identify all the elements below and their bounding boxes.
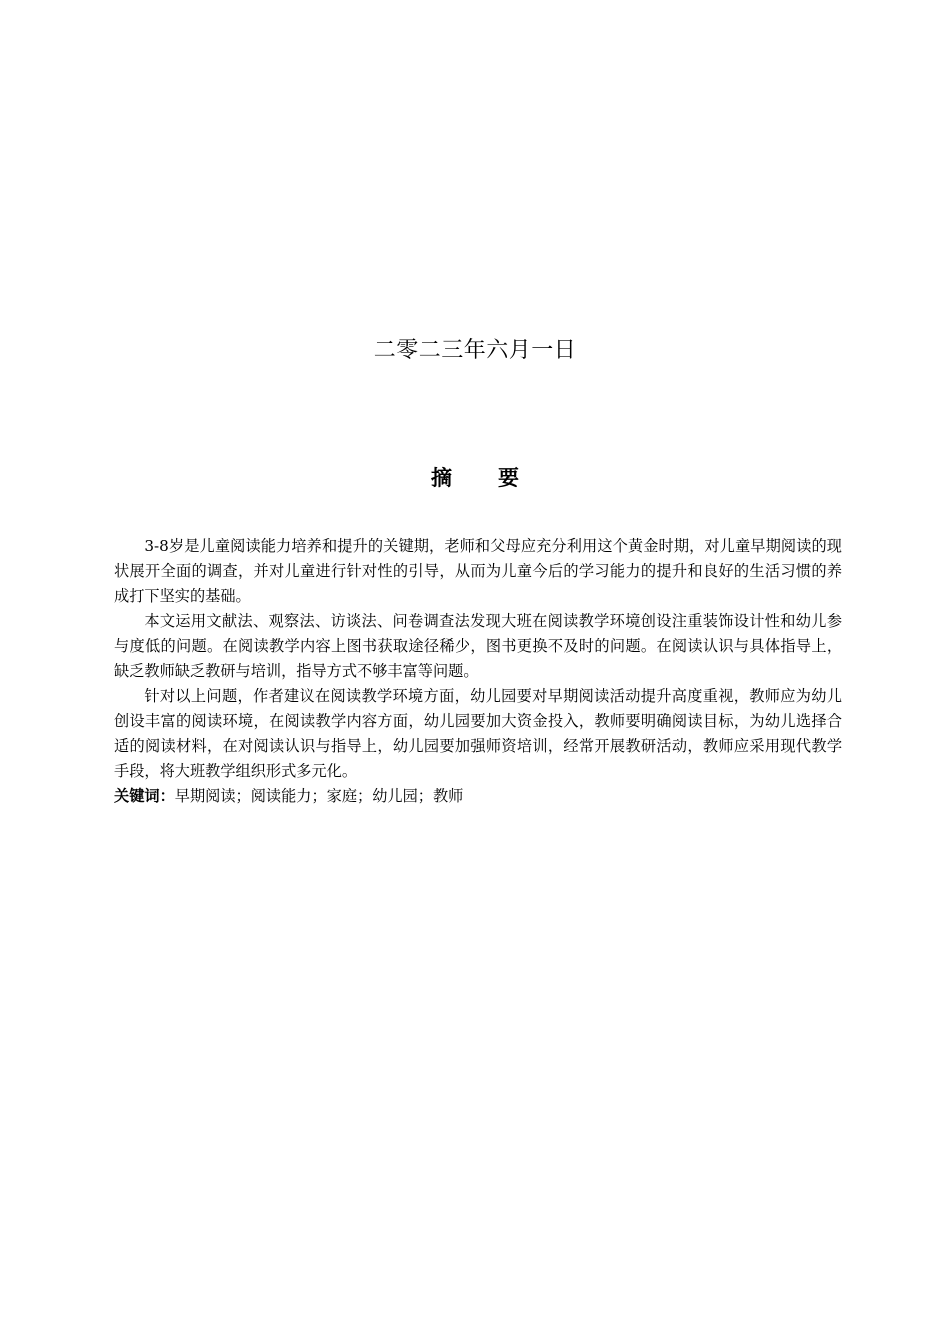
abstract-paragraph-3: 针对以上问题，作者建议在阅读教学环境方面，幼儿园要对早期阅读活动提升高度重视，教师应为幼儿创设丰富的阅读环境，在阅读教学内容方面，幼儿园要加大资金投入，教师要明确阅读目标，为幼儿选择合适的阅读材料，在对阅读认识与指导上，幼儿园要加强师资培训，经常开展教研活动，教师应采用现代教学手段，将大班教学组织形式多元化。 (114, 687, 842, 780)
date-line: 二零二三年六月一日 (373, 338, 577, 363)
abstract-heading-char-1: 摘 (431, 466, 452, 490)
keywords-line (114, 784, 842, 809)
abstract-heading (0, 464, 950, 492)
abstract-body (114, 534, 842, 809)
keywords-label: 关键词： (114, 787, 175, 805)
abstract-paragraph-2: 本文运用文献法、观察法、访谈法、问卷调查法发现大班在阅读教学环境创设注重装饰设计性和幼儿参与度低的问题。在阅读教学内容上图书获取途径稀少，图书更换不及时的问题。在阅读认识与具体指导上，缺乏教师缺乏教研与培训，指导方式不够丰富等问题。 (114, 612, 842, 680)
abstract-heading-char-2: 要 (498, 466, 519, 490)
abstract-paragraph-1: 3-8岁是儿童阅读能力培养和提升的关键期，老师和父母应充分利用这个黄金时期，对儿童早期阅读的现状展开全面的调查，并对儿童进行针对性的引导，从而为儿童今后的学习能力的提升和良好的生活习惯的养成打下坚实的基础。 (114, 537, 842, 605)
keywords-text: 早期阅读；阅读能力；家庭；幼儿园；教师 (174, 787, 464, 805)
